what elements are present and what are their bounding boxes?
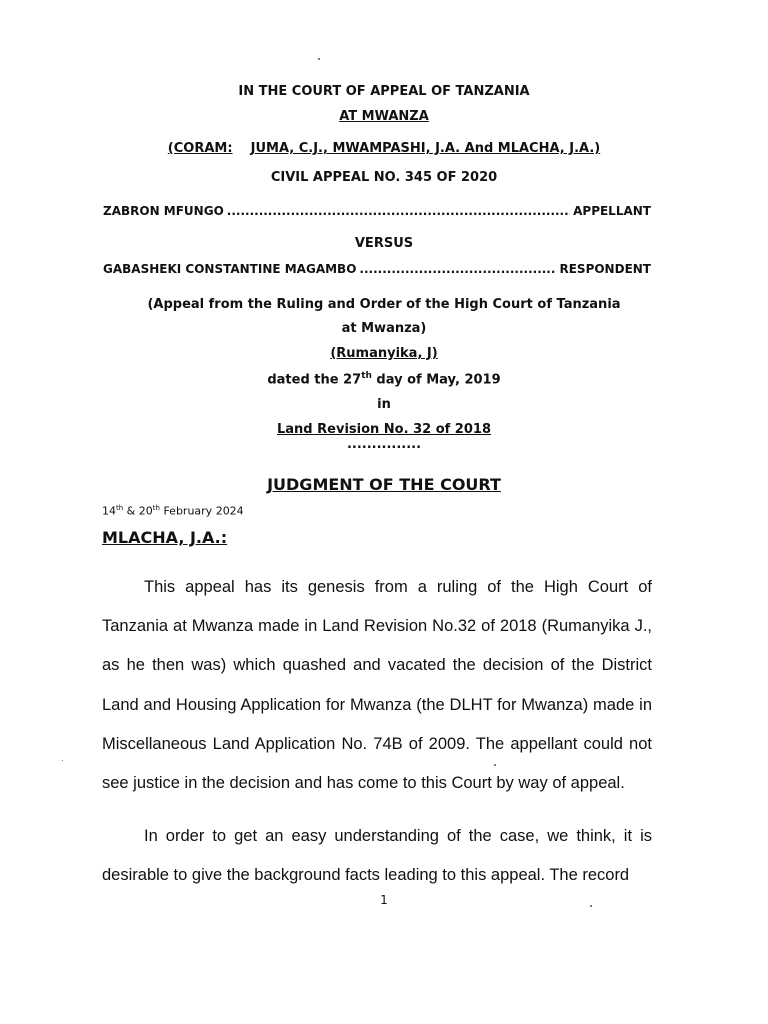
- land-revision: Land Revision No. 32 of 2018: [277, 422, 491, 437]
- coram-label: (CORAM:: [167, 141, 233, 156]
- judgment-dates: 14th & 20th February 2024: [102, 504, 244, 518]
- dated-line: dated the 27th day of May, 2019: [267, 371, 501, 388]
- respondent-name: GABASHEKI CONSTANTINE MAGAMBO: [103, 262, 357, 276]
- in-word: in: [377, 397, 391, 412]
- separator-dots: ...............: [346, 437, 422, 452]
- coram-line: [0, 141, 768, 156]
- court-location: AT MWANZA: [339, 109, 429, 124]
- court-title: IN THE COURT OF APPEAL OF TANZANIA: [238, 84, 530, 99]
- judgment-body: [102, 568, 652, 896]
- judgment-title: JUDGMENT OF THE COURT: [267, 475, 501, 494]
- judgment-author: MLACHA, J.A.:: [102, 528, 228, 547]
- appellant-role: APPELLANT: [573, 204, 651, 218]
- coram-judges: JUMA, C.J., MWAMPASHI, J.A. And MLACHA, J.A.): [250, 141, 601, 156]
- versus: VERSUS: [354, 236, 414, 251]
- appeal-from-line2: at Mwanza): [341, 321, 427, 336]
- leader-dots: [227, 204, 570, 218]
- respondent-line: [103, 262, 651, 276]
- trial-judge: (Rumanyika, J): [330, 346, 438, 361]
- leader-dots: [359, 262, 556, 276]
- scan-speck: [318, 58, 320, 60]
- appellant-name: ZABRON MFUNGO: [103, 204, 224, 218]
- respondent-role: RESPONDENT: [559, 262, 651, 276]
- appellant-line: [103, 204, 651, 218]
- page-number: 1: [380, 893, 388, 907]
- paragraph: In order to get an easy understanding of the case, we think, it is desirable to give the background facts leading to this appeal. The record: [102, 827, 652, 885]
- case-number: CIVIL APPEAL NO. 345 OF 2020: [270, 170, 498, 185]
- scan-speck: [62, 760, 63, 761]
- appeal-from-line1: (Appeal from the Ruling and Order of the High Court of Tanzania: [147, 297, 621, 312]
- paragraph: This appeal has its genesis from a ruling of the High Court of Tanzania at Mwanza made in Land Revision No.32 of 2018 (Rumanyika J., as he then was) which quashed and vacated the decision of the District Land and Housing Application for Mwanza (the DLHT for Mwanza) made in Miscellaneous Land Application No. 74B of 2009. The appellant could not see justice in the decision and has come to this Court by way of appeal.: [102, 578, 652, 793]
